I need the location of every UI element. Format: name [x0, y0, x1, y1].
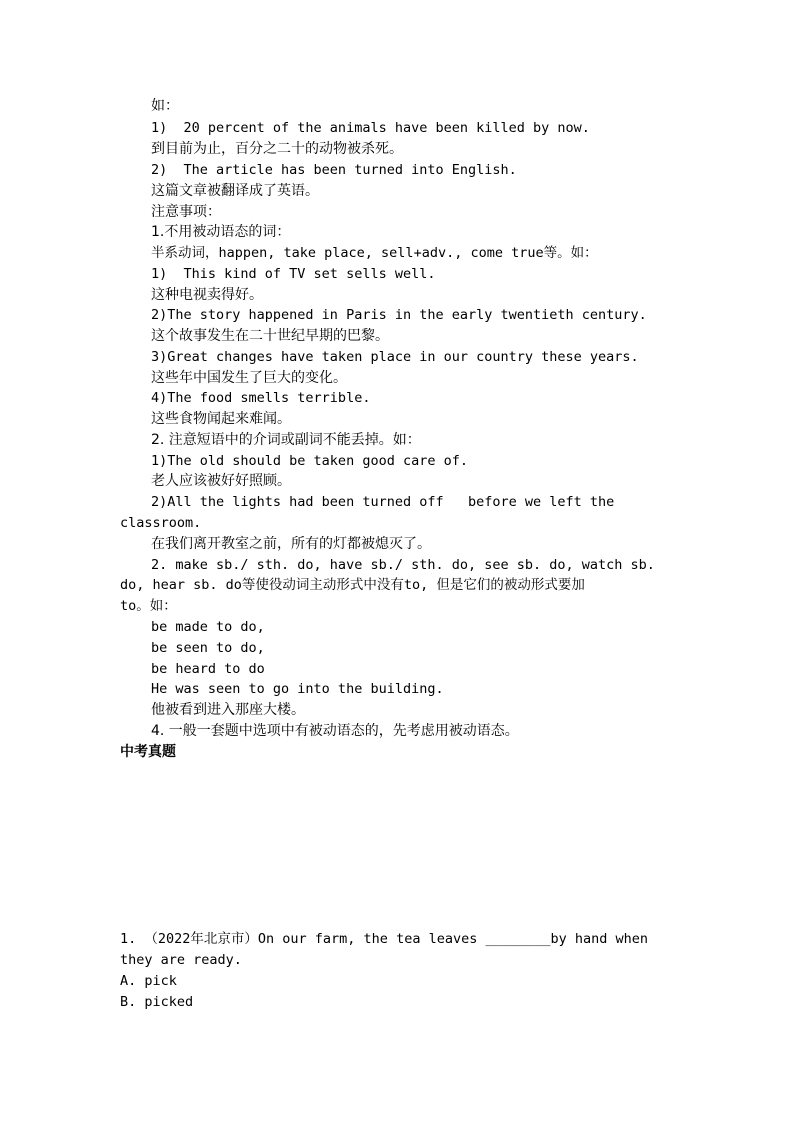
rule-1-example-3-english: 3)Great changes have taken place in our country these years. [151, 349, 639, 365]
example-2-chinese: 这篇文章被翻译成了英语。 [151, 183, 319, 199]
rule-4: 4. 一般一套题中选项中有被动语态的，先考虑用被动语态。 [151, 723, 519, 739]
rule-1-example-2-english: 2)The story happened in Paris in the early twentieth century. [151, 307, 647, 323]
section-heading: 中考真题 [120, 744, 176, 760]
rule-2-example-2-english-line-2: classroom. [120, 515, 202, 531]
example-2-english: 2) The article has been turned into English. [151, 162, 517, 178]
rule-2-example-2-english-line-1: 2)All the lights had been turned off before we left the [151, 494, 615, 510]
rule-2-title: 2. 注意短语中的介词或副词不能丢掉。如： [151, 432, 421, 448]
passive-form-1: be made to do, [151, 619, 265, 635]
rule-3-line-3: to。如： [120, 598, 177, 614]
rule-1-title: 1.不用被动语态的词： [151, 224, 291, 240]
rule-2-example-2-chinese: 在我们离开教室之前，所有的灯都被熄灭了。 [151, 536, 431, 552]
attention-heading: 注意事项： [151, 204, 221, 220]
rule-1-example-1-english: 1) This kind of TV set sells well. [151, 266, 436, 282]
example-1-english: 1) 20 percent of the animals have been killed by now. [151, 120, 590, 136]
question-1-line-2: they are ready. [120, 952, 242, 968]
rule-1-example-4-chinese: 这些食物闻起来难闻。 [151, 411, 291, 427]
example-label: 如： [151, 98, 179, 114]
rule-1-description: 半系动词，happen, take place, sell+adv., come true等。如： [151, 245, 598, 261]
rule-1-example-3-chinese: 这些年中国发生了巨大的变化。 [151, 370, 347, 386]
question-1-line-1: 1. （2022年北京市）On our farm, the tea leaves ________by hand when [120, 931, 649, 947]
rule-3-line-1: 2. make sb./ sth. do, have sb./ sth. do, see sb. do, watch sb. [151, 557, 655, 573]
rule-2-example-1-chinese: 老人应该被好好照顾。 [151, 473, 291, 489]
rule-1-example-2-chinese: 这个故事发生在二十世纪早期的巴黎。 [151, 328, 389, 344]
example-1-chinese: 到目前为止，百分之二十的动物被杀死。 [151, 141, 403, 157]
passive-form-3: be heard to do [151, 661, 265, 677]
option-b: B. picked [120, 994, 194, 1010]
rule-2-example-1-english: 1)The old should be taken good care of. [151, 453, 468, 469]
rule-1-example-1-chinese: 这种电视卖得好。 [151, 287, 263, 303]
rule-3-line-2: do, hear sb. do等使役动词主动形式中没有to, 但是它们的被动形式要加 [120, 577, 585, 593]
option-a: A. pick [120, 973, 177, 989]
passive-form-example-chinese: 他被看到进入那座大楼。 [151, 702, 305, 718]
passive-form-example-english: He was seen to go into the building. [151, 681, 444, 697]
rule-1-example-4-english: 4)The food smells terrible. [151, 390, 371, 406]
passive-form-2: be seen to do, [151, 640, 265, 656]
